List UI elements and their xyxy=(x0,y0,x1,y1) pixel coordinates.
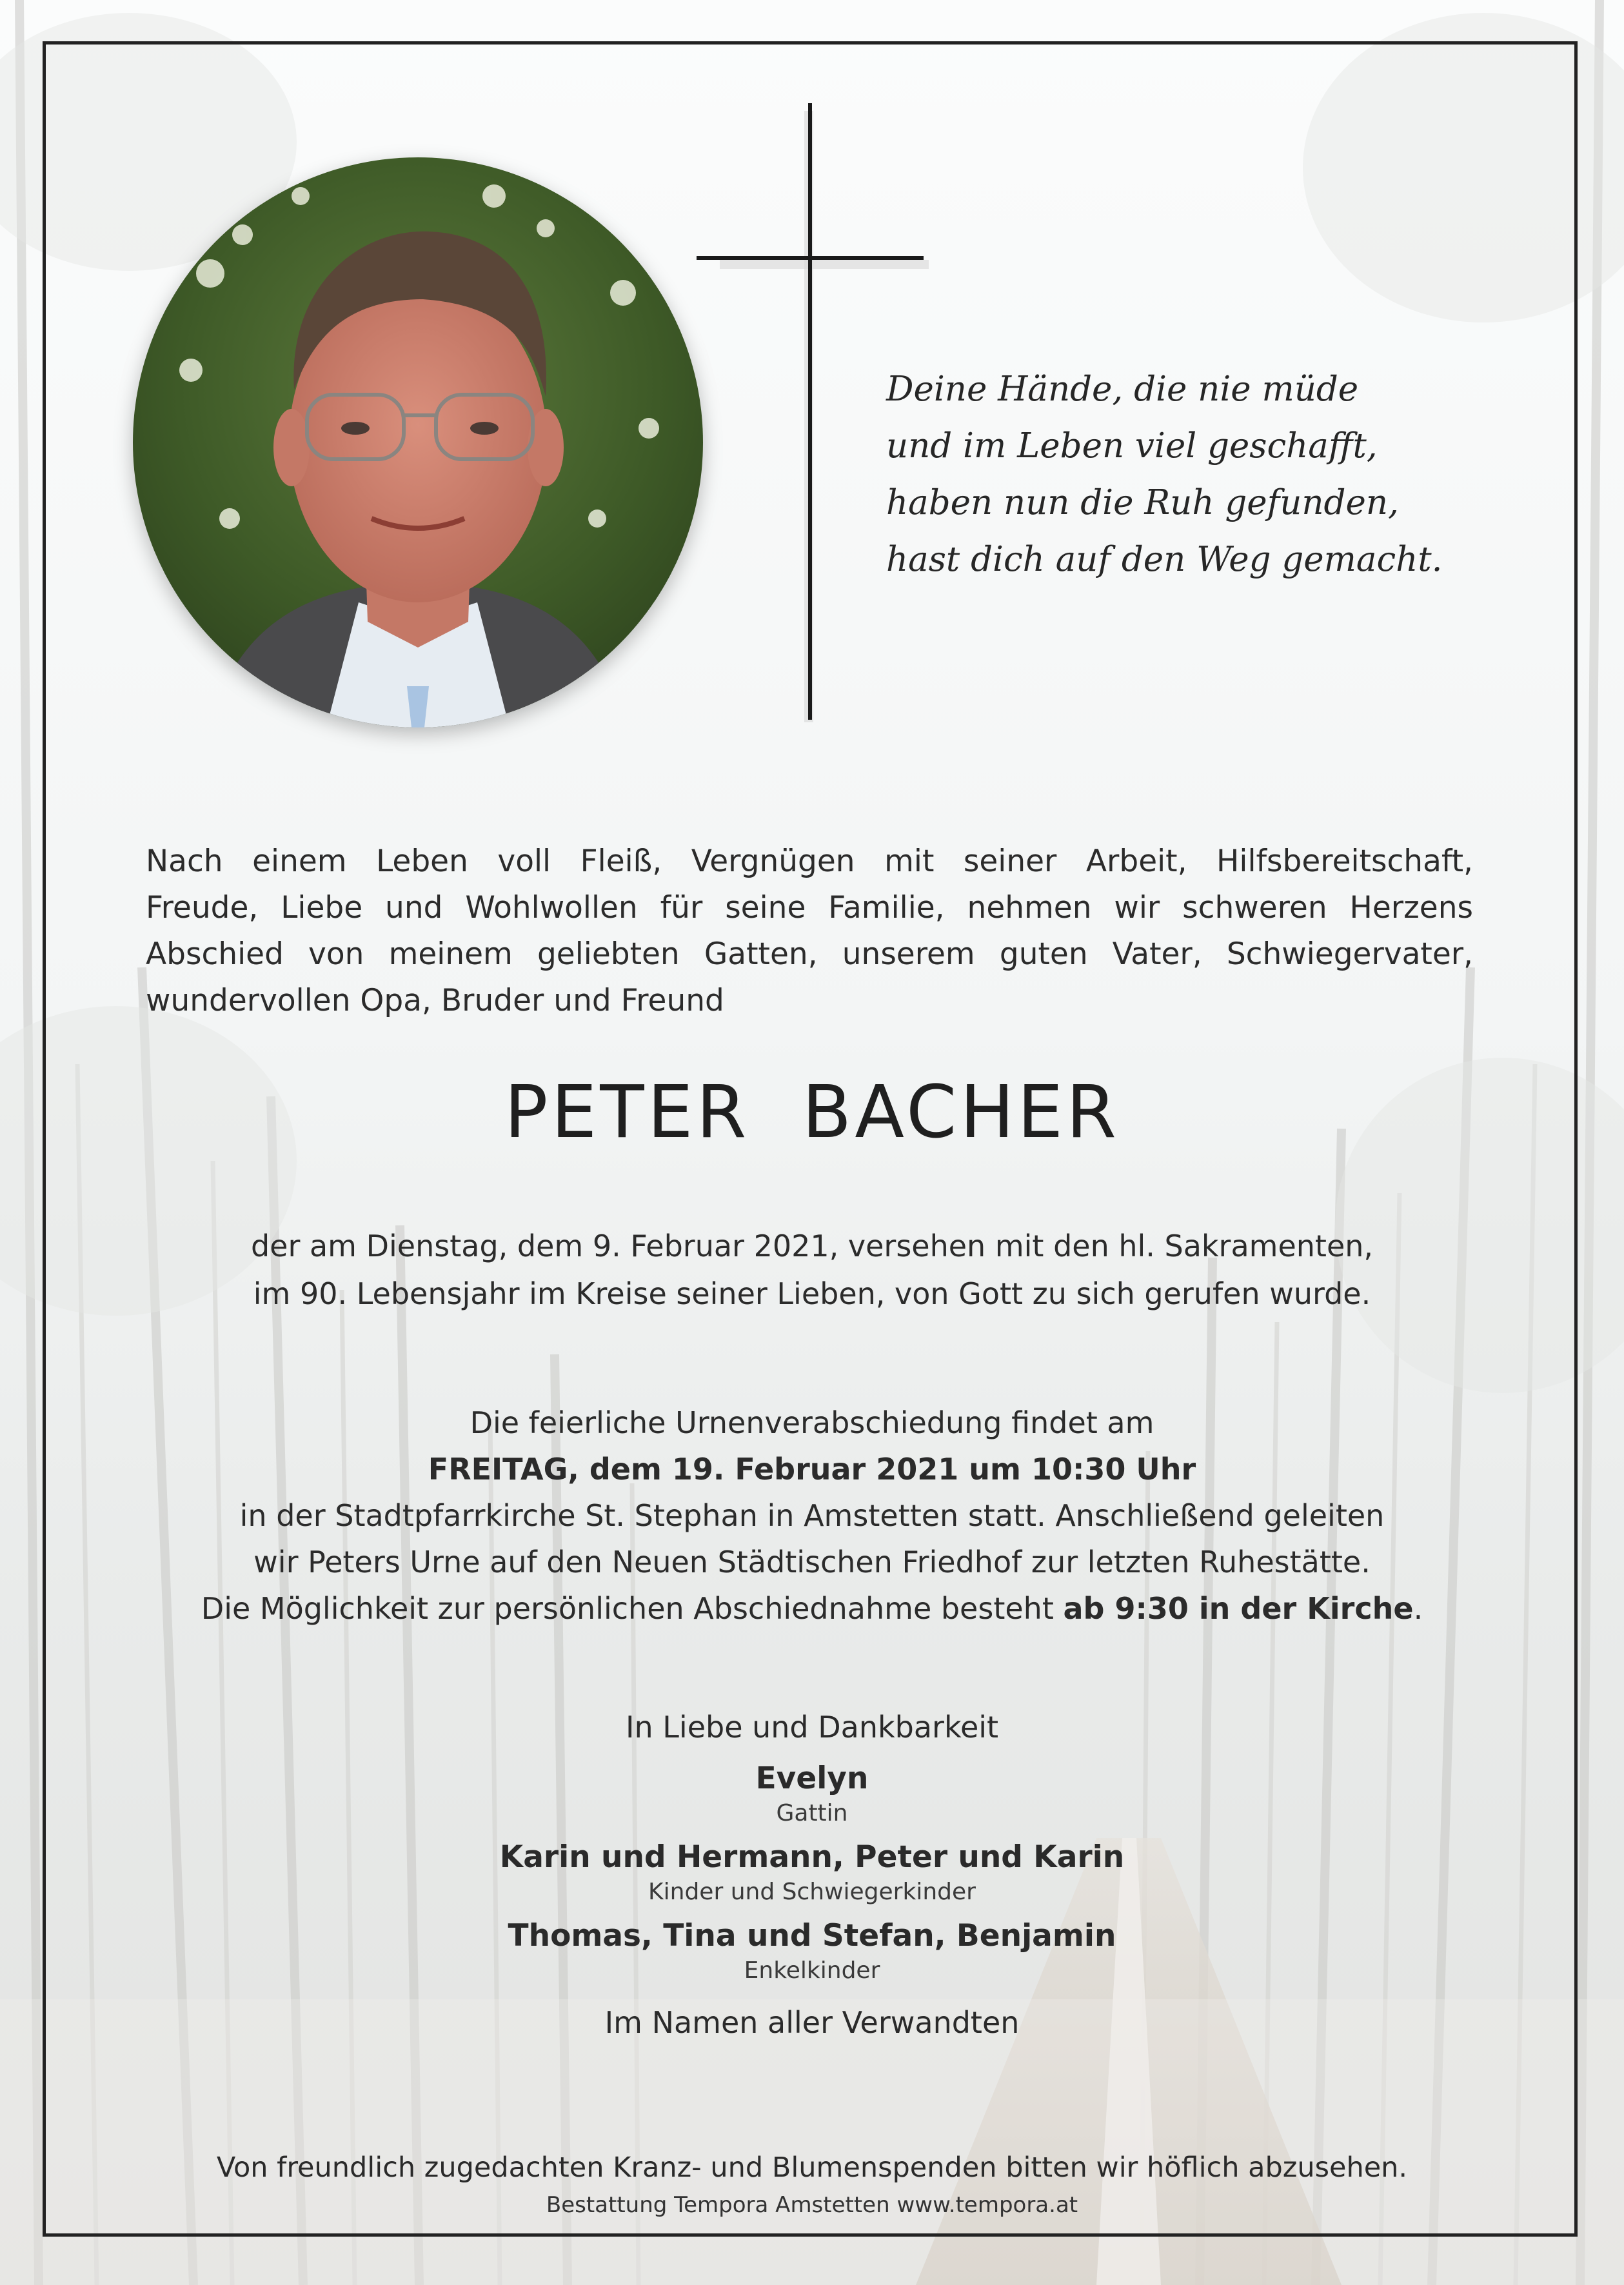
mourner-relation: Gattin xyxy=(776,1800,848,1826)
death-notice-line: im 90. Lebensjahr im Kreise seiner Lieben, von Gott zu sich gerufen wurde. xyxy=(253,1276,1371,1311)
mourner-names: Thomas, Tina und Stefan, Benjamin xyxy=(508,1918,1116,1954)
mourners-lead: In Liebe und Dankbarkeit xyxy=(625,1710,999,1745)
mourner-names: Karin und Hermann, Peter und Karin xyxy=(499,1839,1125,1875)
verse-line: hast dich auf den Weg gemacht. xyxy=(886,540,1443,579)
verse-line: Deine Hände, die nie müde xyxy=(886,370,1359,409)
mourner-names: Evelyn xyxy=(755,1761,869,1796)
mourners-closing: Im Namen aller Verwandten xyxy=(604,2005,1020,2040)
verse-line: und im Leben viel geschafft, xyxy=(886,426,1378,466)
service-viewing-period: . xyxy=(1413,1591,1423,1626)
service-date-time: FREITAG, dem 19. Februar 2021 um 10:30 Uhr xyxy=(428,1452,1196,1487)
service-viewing-text: Die Möglichkeit zur persönlichen Abschiednahme besteht xyxy=(201,1591,1064,1626)
service-line: Die feierliche Urnenverabschiedung findet am xyxy=(470,1405,1154,1440)
intro-line: Nach einem Leben voll Fleiß, Vergnügen mit seiner Arbeit, Hilfsbereitschaft, xyxy=(146,844,1473,879)
intro-line: Freude, Liebe und Wohlwollen für seine Familie, nehmen wir schweren Herzens xyxy=(146,890,1473,925)
intro-line: Abschied von meinem geliebten Gatten, unserem guten Vater, Schwiegervater, xyxy=(146,936,1473,972)
intro-line: wundervollen Opa, Bruder und Freund xyxy=(146,983,724,1018)
donation-note: Von freundlich zugedachten Kranz- und Blumenspenden bitten wir höflich abzusehen. xyxy=(216,2151,1408,2184)
death-notice-line: der am Dienstag, dem 9. Februar 2021, versehen mit den hl. Sakramenten, xyxy=(250,1229,1374,1263)
service-line: wir Peters Urne auf den Neuen Städtischen Friedhof zur letzten Ruhestätte. xyxy=(253,1545,1371,1579)
poem-verse xyxy=(886,361,1544,588)
portrait-photo xyxy=(133,157,703,727)
service-line xyxy=(90,1585,1534,1632)
death-notice xyxy=(90,1222,1534,1318)
mourners-section xyxy=(0,1705,1624,2045)
service-line: in der Stadtpfarrkirche St. Stephan in Amstetten statt. Anschließend geleiten xyxy=(239,1498,1385,1533)
service-details xyxy=(90,1400,1534,1632)
deceased-name: PETER BACHER xyxy=(504,1071,1120,1154)
funeral-home-credit: Bestattung Tempora Amstetten www.tempora.at xyxy=(546,2192,1078,2218)
mourner-relation: Enkelkinder xyxy=(744,1957,880,1984)
verse-line: haben nun die Ruh gefunden, xyxy=(886,483,1399,522)
mourner-relation: Kinder und Schwiegerkinder xyxy=(648,1879,976,1905)
footer xyxy=(0,2149,1624,2221)
intro-paragraph xyxy=(146,838,1473,1024)
service-viewing-time: ab 9:30 in der Kirche xyxy=(1063,1591,1414,1626)
